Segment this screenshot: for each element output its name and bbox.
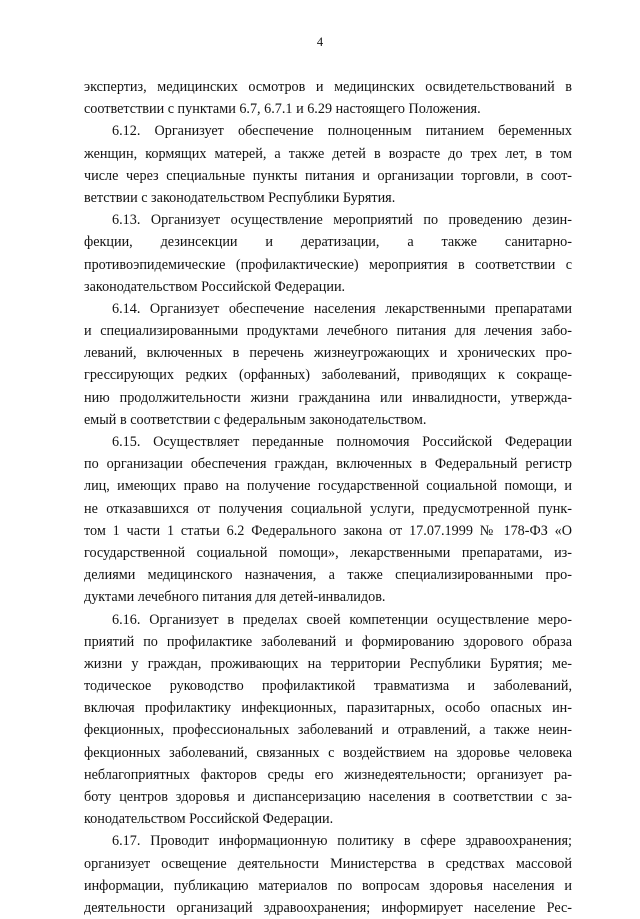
page-number: 4 <box>316 35 324 49</box>
text-line: и специализированными продуктами лечебного питания для лечения забо- <box>84 323 572 340</box>
text-line: лиц, имеющих право на получение государственной социальной помощи, и <box>84 478 572 495</box>
paragraph-first-line: 6.16. Организует в пределах своей компетенции осуществление меро- <box>112 611 572 628</box>
text-line: экспертиз, медицинских осмотров и медицинских освидетельствований в <box>84 79 572 95</box>
text-line: дуктами лечебного питания для детей-инвалидов. <box>84 589 386 606</box>
text-line: емый в соответствии с федеральным законодательством. <box>84 411 427 428</box>
text-line: неблагоприятных факторов среды его жизнедеятельности; организует ра- <box>84 766 572 783</box>
text-line: информации, публикацию материалов по вопросам здоровья населения и <box>84 877 572 894</box>
text-line: фекционных, профессиональных заболеваний и отравлений, а также неин- <box>84 722 572 739</box>
text-line: противоэпидемические (профилактические) мероприятия в соответствии с <box>84 256 572 273</box>
paragraph-first-line: 6.15. Осуществляет переданные полномочия Российской Федерации <box>112 434 572 450</box>
text-line: деятельности организаций здравоохранения; информирует население Рес- <box>84 899 572 916</box>
paragraph-first-line: 6.14. Организует обеспечение населения лекарственными препаратами <box>112 300 572 317</box>
text-line: жизни у граждан, проживающих на территории Республики Бурятия; ме- <box>84 655 572 672</box>
text-line: не отказавшихся от получения социальной услуги, предусмотренной пунк- <box>84 500 572 517</box>
text-line: государственной социальной помощи», лекарственными препаратами, из- <box>84 544 572 561</box>
text-line: числе через специальные пункты питания и организации торговли, в соот- <box>84 167 572 184</box>
body-text <box>84 76 572 919</box>
text-line: том 1 части 1 статьи 6.2 Федерального закона от 17.07.1999 № 178-ФЗ «О <box>84 522 572 539</box>
text-line: организует освещение деятельности Министерства в средствах массовой <box>84 855 572 872</box>
text-line: ветствии с законодательством Республики Бурятия. <box>84 189 396 206</box>
text-line: леваний, включенных в перечень жизнеугрожающих и хронических про- <box>84 345 572 362</box>
text-line: включая профилактику инфекционных, паразитарных, особо опасных ин- <box>84 700 572 717</box>
paragraph-first-line: 6.17. Проводит информационную политику в сфере здравоохранения; <box>112 833 572 850</box>
text-line: грессирующих редких (орфанных) заболеваний, приводящих к сокраще- <box>84 367 572 384</box>
text-line: боту центров здоровья и диспансеризацию населения в соответствии с за- <box>84 789 572 805</box>
text-line: по организации обеспечения граждан, включенных в Федеральный регистр <box>84 456 572 473</box>
text-line: фекции, дезинсекции и дератизации, а также санитарно- <box>84 234 572 251</box>
paragraph-first-line: 6.12. Организует обеспечение полноценным питанием беременных <box>112 123 572 140</box>
text-line: делиями медицинского назначения, а также специализированными про- <box>84 567 572 584</box>
text-line: женщин, кормящих матерей, а также детей в возрасте до трех лет, в том <box>84 145 572 162</box>
text-line: конодательством Российской Федерации. <box>84 811 334 828</box>
text-line: законодательством Российской Федерации. <box>84 278 346 295</box>
text-line: фекционных заболеваний, связанных с воздействием на здоровье человека <box>84 744 572 761</box>
text-line: приятий по профилактике заболеваний и формированию здорового образа <box>84 633 572 650</box>
text-line: нию продолжительности жизни гражданина или инвалидности, утвержда- <box>84 389 572 406</box>
paragraph-first-line: 6.13. Организует осуществление мероприятий по проведению дезин- <box>112 212 572 229</box>
text-line: тодическое руководство профилактикой травматизма и заболеваний, <box>84 678 572 695</box>
text-line: соответствии с пунктами 6.7, 6.7.1 и 6.29 настоящего Положения. <box>84 101 481 118</box>
